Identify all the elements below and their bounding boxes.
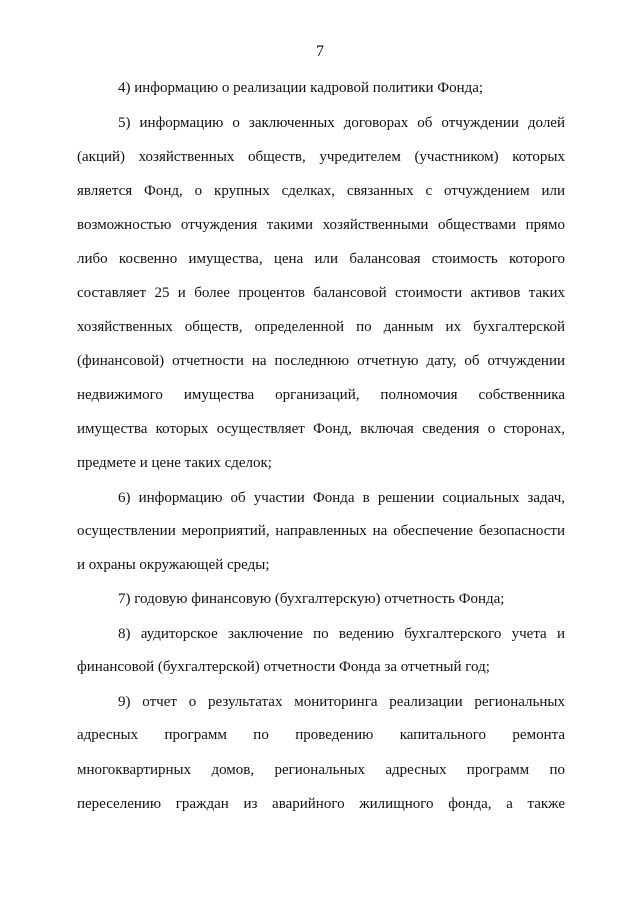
text-line: 9) отчет о результатах мониторинга реализации региональных — [118, 694, 565, 710]
text-line: 8) аудиторское заключение по ведению бухгалтерского учета и — [118, 626, 565, 642]
text-line: и охраны окружающей среды; — [77, 557, 270, 573]
text-line: недвижимого имущества организаций, полномочия собственника — [77, 387, 565, 403]
text-line: (акций) хозяйственных обществ, учредителем (участником) которых — [77, 149, 565, 165]
text-line: 6) информацию об участии Фонда в решении социальных задач, — [118, 490, 565, 506]
text-line: хозяйственных обществ, определенной по данным их бухгалтерской — [77, 319, 565, 335]
page-number: 7 — [316, 43, 324, 60]
text-line: 5) информацию о заключенных договорах об отчуждении долей — [118, 115, 565, 131]
text-line: осуществлении мероприятий, направленных на обеспечение безопасности — [77, 523, 565, 539]
text-line: 7) годовую финансовую (бухгалтерскую) отчетность Фонда; — [118, 591, 505, 607]
text-line: переселению граждан из аварийного жилищного фонда, а также — [77, 796, 565, 812]
text-line: является Фонд, о крупных сделках, связанных с отчуждением или — [77, 183, 565, 199]
text-line: составляет 25 и более процентов балансовой стоимости активов таких — [77, 285, 565, 301]
text-line: 4) информацию о реализации кадровой политики Фонда; — [118, 80, 484, 96]
text-line: финансовой (бухгалтерской) отчетности Фонда за отчетный год; — [77, 659, 490, 675]
text-line: многоквартирных домов, региональных адресных программ по — [77, 762, 565, 778]
text-line: имущества которых осуществляет Фонд, включая сведения о сторонах, — [77, 421, 565, 437]
text-line: предмете и цене таких сделок; — [77, 455, 272, 471]
text-line: либо косвенно имущества, цена или балансовая стоимость которого — [77, 251, 565, 267]
text-line: (финансовой) отчетности на последнюю отчетную дату, об отчуждении — [77, 353, 565, 369]
text-line: возможностью отчуждения такими хозяйственными обществами прямо — [77, 217, 565, 233]
text-line: адресных программ по проведению капитального ремонта — [77, 727, 565, 743]
